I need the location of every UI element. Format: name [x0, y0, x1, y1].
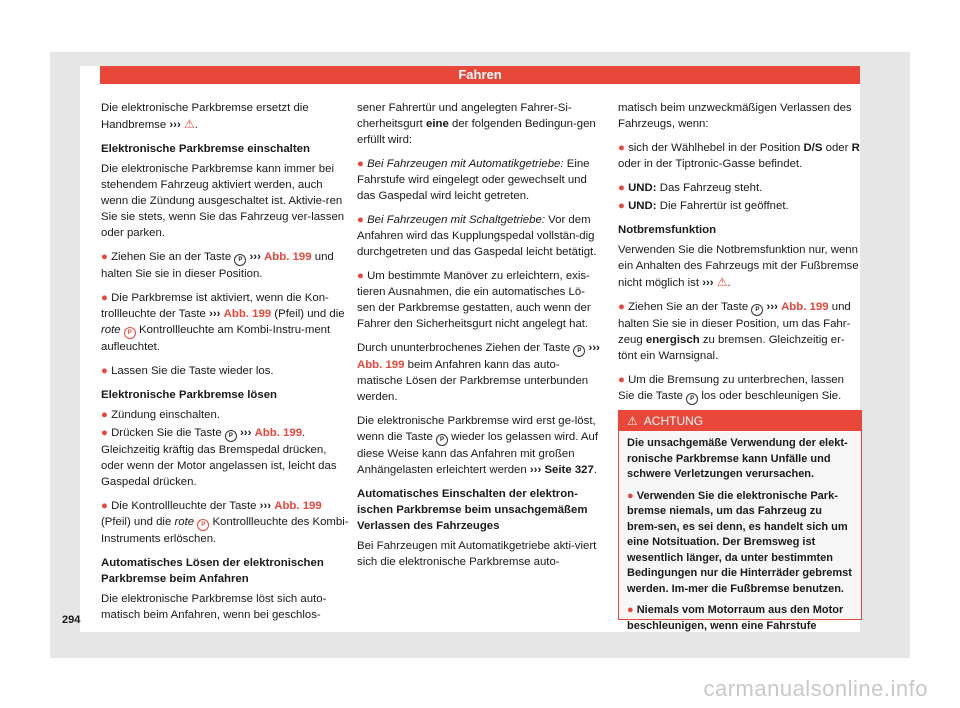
bullet-icon: ●: [101, 251, 108, 263]
figure-reference-link[interactable]: Abb. 199: [274, 500, 322, 512]
parking-brake-icon: P: [573, 345, 585, 357]
warning-triangle-icon: ⚠: [716, 275, 728, 289]
intro-paragraph: Die elektronische Parkbremse ersetzt die Handbremse ››› ⚠.: [101, 102, 309, 131]
warning-header: ⚠ ACHTUNG: [619, 411, 861, 431]
list-item: ● Drücken Sie die Taste P ››› Abb. 199. Gleichzeitig kräftig das Bremspedal drücken, oder wenn der Motor angelassen ist, leicht das Gaspedal drücken.: [101, 427, 337, 488]
bullet-icon: ●: [357, 270, 364, 282]
heading-automatisches-loesen: Automatisches Lösen der elektronischen Parkbremse beim Anfahren: [101, 557, 324, 585]
list-item: ● Bei Fahrzeugen mit Automatikgetriebe: Eine Fahrstufe wird eingelegt oder gewechselt und das Gaspedal wird leicht getreten.: [357, 158, 590, 202]
section-header: Fahren: [100, 66, 860, 84]
list-item: ● Um bestimmte Manöver zu erleichtern, exis-tieren Ausnahmen, die ein automatisches Lö-sen der Parkbremse gestatten, auch wenn der Fahrer den Sicherheitsgurt nicht angelegt hat.: [357, 270, 591, 330]
column-1: [101, 100, 351, 631]
warning-box: [618, 410, 862, 632]
list-item: ● Ziehen Sie an der Taste P ››› Abb. 199 und halten Sie sie in dieser Position, um das Fahr-zeug energisch zu bremsen. Gleichzeitig er-tönt ein Warnsignal.: [618, 301, 851, 362]
paragraph: Die elektronische Parkbremse kann immer bei stehendem Fahrzeug aktiviert werden, auch wenn die Zündung ausgeschaltet ist. Aktivie-ren Sie sie stets, wenn Sie das Fahrzeug ver-lassen oder parken.: [101, 163, 345, 239]
warning-list-item: ● Niemals vom Motorraum aus den Motor beschleunigen, wenn eine Fahrstufe: [627, 604, 844, 632]
page-reference-link[interactable]: Seite 327: [544, 464, 594, 476]
watermark: carmanualsonline.info: [703, 676, 928, 701]
paragraph: Die elektronische Parkbremse wird erst ge-löst, wenn die Taste P wieder los gelassen wird. Auf diese Weise kann das Anfahren mit großen Anhängelasten erleichtert werden ››› Seite 327.: [357, 415, 599, 476]
heading-einschalten: Elektronische Parkbremse einschalten: [101, 143, 310, 155]
list-item: ● Die Parkbremse ist aktiviert, wenn die Kon-trollleuchte der Taste ››› Abb. 199 (Pfeil) und die rote P Kontrollleuchte am Kombi-Instru-ment aufleuchtet.: [101, 292, 345, 353]
bullet-icon: ●: [618, 200, 625, 212]
figure-reference-link[interactable]: Abb. 199: [781, 301, 829, 313]
parking-brake-warning-icon: P: [197, 519, 209, 531]
parking-brake-warning-icon: P: [124, 327, 136, 339]
heading-notbremsfunktion: Notbremsfunktion: [618, 224, 717, 236]
paragraph: Verwenden Sie die Notbremsfunktion nur, wenn ein Anhalten des Fahrzeugs mit der Fußbremse nicht möglich ist ››› ⚠.: [618, 244, 859, 289]
bullet-icon: ●: [618, 142, 625, 154]
parking-brake-icon: P: [225, 430, 237, 442]
column-2: [357, 100, 602, 578]
warning-paragraph: Die unsachgemäße Verwendung der elekt-ronische Parkbremse kann Unfälle und schwere Verletzungen verursachen.: [627, 437, 848, 480]
paragraph: Durch ununterbrochenes Ziehen der Taste P ››› Abb. 199 beim Anfahren kann das auto-matische Lösen der Parkbremse unterbunden werden.: [357, 342, 600, 403]
paragraph: Bei Fahrzeugen mit Automatikgetriebe akti-viert sich die elektronische Parkbremse auto-: [357, 540, 597, 568]
warning-body: [619, 431, 861, 645]
list-item: ● Um die Bremsung zu unterbrechen, lassen Sie die Taste P los oder beschleunigen Sie.: [618, 372, 860, 405]
bullet-icon: ●: [618, 182, 625, 194]
figure-reference-link[interactable]: Abb. 199: [254, 427, 303, 439]
list-item: ● Ziehen Sie an der Taste P ››› Abb. 199 und halten Sie sie in dieser Position.: [101, 251, 334, 280]
list-item: ● UND: Die Fahrertür ist geöffnet.: [618, 200, 789, 212]
bullet-icon: ●: [627, 604, 634, 616]
list-item: ● UND: Das Fahrzeug steht.: [618, 182, 763, 194]
figure-reference-link[interactable]: Abb. 199: [264, 251, 312, 263]
bullet-icon: ●: [357, 214, 364, 226]
warning-triangle-icon: ⚠: [183, 117, 195, 131]
figure-reference-link[interactable]: Abb. 199: [357, 359, 405, 371]
parking-brake-icon: P: [436, 434, 448, 446]
parking-brake-icon: P: [686, 393, 698, 405]
bullet-icon: ●: [618, 374, 625, 386]
list-item: ● Die Kontrollleuchte der Taste ››› Abb. 199 (Pfeil) und die rote P Kontrollleuchte des Kombi-Instruments erlöschen.: [101, 500, 349, 545]
list-item: ● sich der Wählhebel in der Position D/S oder R oder in der Tiptronic-Gasse befindet.: [618, 142, 860, 170]
parking-brake-icon: P: [234, 254, 246, 266]
list-item: ● Zündung einschalten.: [101, 409, 220, 421]
parking-brake-icon: P: [751, 304, 763, 316]
list-item: ● Lassen Sie die Taste wieder los.: [101, 365, 274, 377]
page-number: 294: [62, 614, 81, 626]
paragraph: Die elektronische Parkbremse löst sich auto-matisch beim Anfahren, wenn bei geschlos-: [101, 593, 327, 621]
figure-reference-link[interactable]: Abb. 199: [223, 308, 272, 320]
list-item: ● Bei Fahrzeugen mit Schaltgetriebe: Vor dem Anfahren wird das Kupplungspedal vollstän-dig durchgetreten und das Gaspedal leicht betätigt.: [357, 214, 597, 258]
column-3: [618, 100, 860, 413]
warning-triangle-icon: ⚠: [627, 414, 638, 428]
bullet-icon: ●: [627, 489, 634, 502]
paragraph: matisch beim unzweckmäßigen Verlassen des Fahrzeugs, wenn:: [618, 102, 852, 130]
arrows: ›››: [169, 119, 181, 131]
bullet-icon: ●: [357, 158, 364, 170]
bullet-icon: ●: [101, 409, 108, 421]
bullet-icon: ●: [101, 365, 108, 377]
bullet-icon: ●: [101, 292, 108, 304]
bullet-icon: ●: [101, 500, 108, 512]
heading-automatisches-einschalten: Automatisches Einschalten der elektron-ischen Parkbremse beim unsachgemäßem Verlassen des Fahrzeuges: [357, 488, 588, 532]
paragraph: sener Fahrertür und angelegten Fahrer-Si-cherheitsgurt eine der folgenden Bedingun-gen erfüllt wird:: [357, 102, 596, 146]
bullet-icon: ●: [618, 301, 625, 313]
heading-loesen: Elektronische Parkbremse lösen: [101, 389, 278, 401]
warning-list-item: ● Verwenden Sie die elektronische Park-bremse niemals, um das Fahrzeug zu brem-sen, es sei denn, es handelt sich um eine Notsituation. Der Bremsweg ist wesentlich länger, da unter bestimmten Bedingungen nur die Hinterräder gebremst werden. Im-mer die Fußbremse benutzen.: [627, 489, 852, 595]
bullet-icon: ●: [101, 427, 108, 439]
